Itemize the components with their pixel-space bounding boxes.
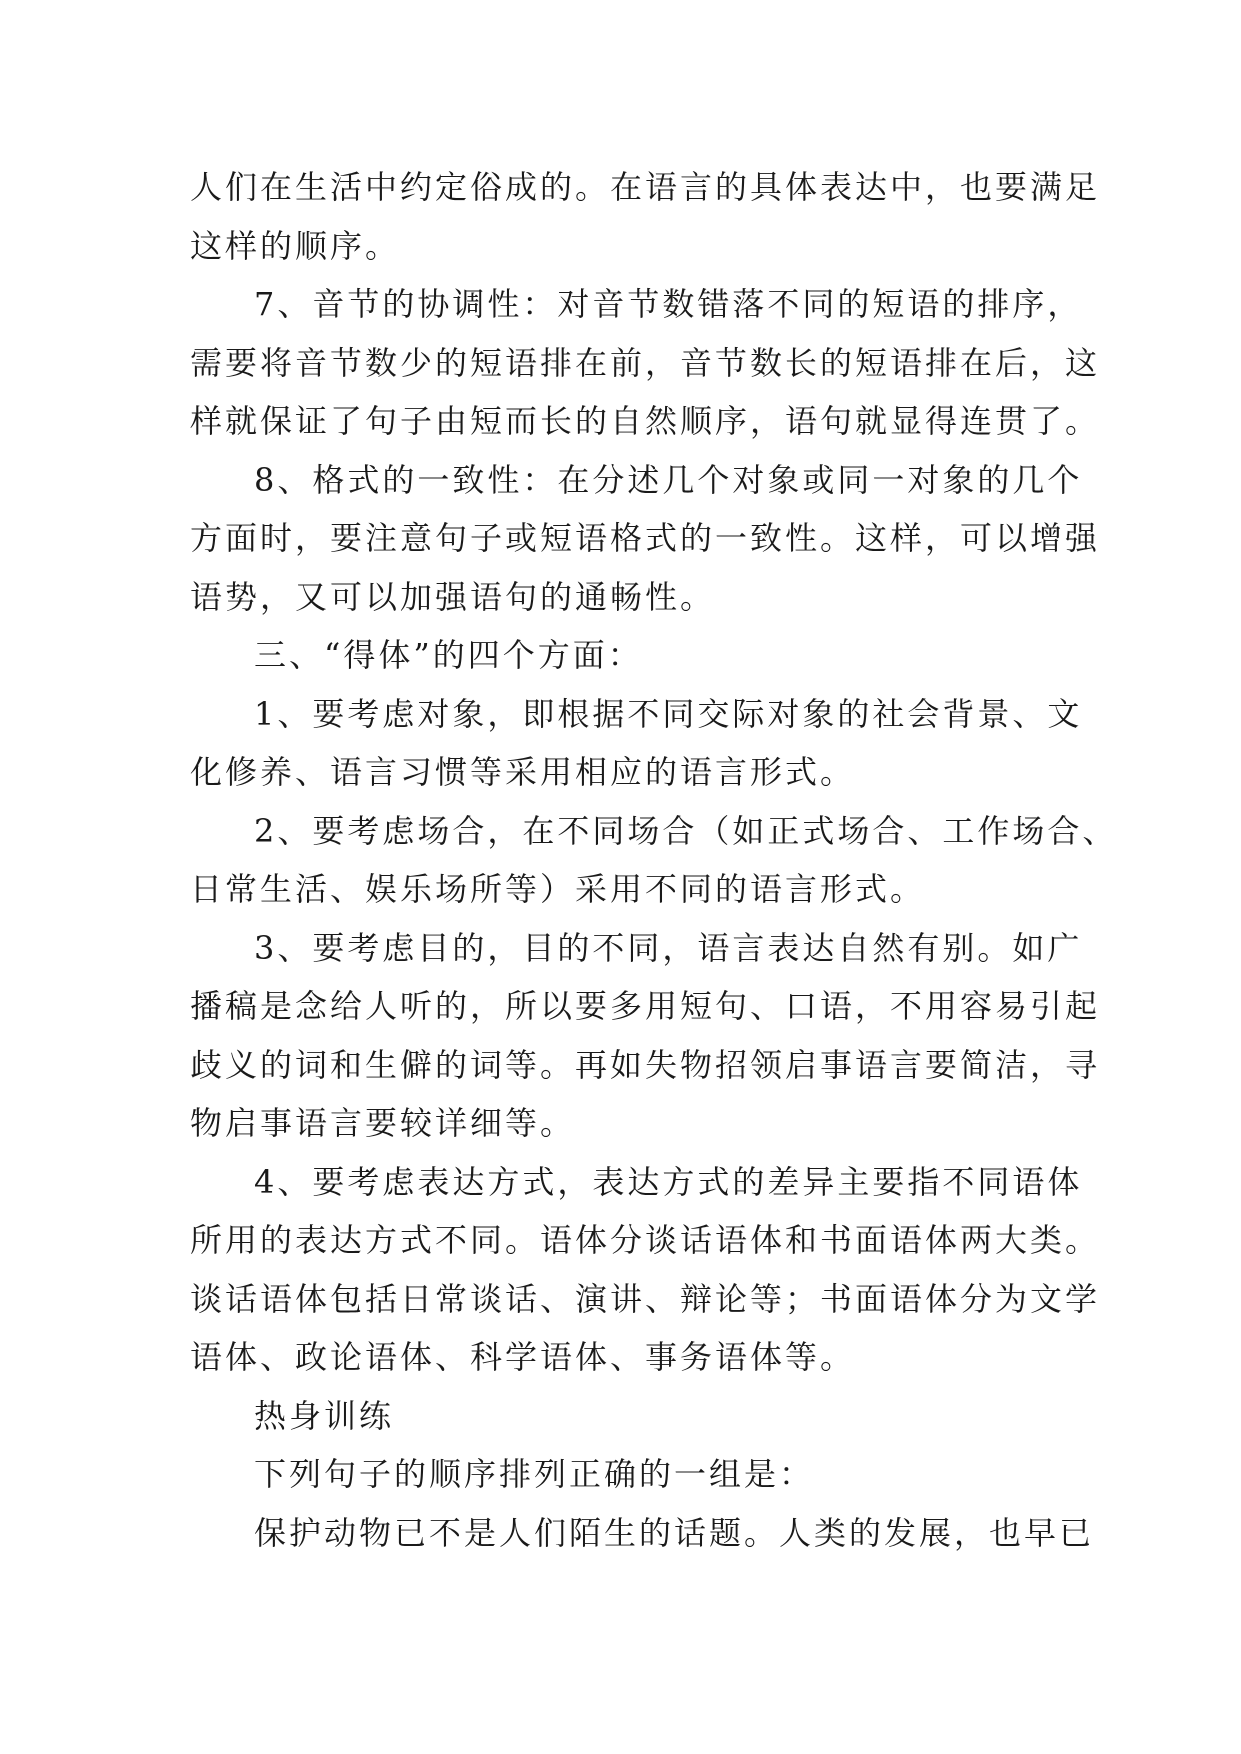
text-line: 日常生活、娱乐场所等）采用不同的语言形式。: [190, 870, 926, 908]
text-line: 3、要考虑目的，目的不同，语言表达自然有别。如广: [254, 928, 1083, 967]
text-line: 物启事语言要较详细等。: [190, 1104, 576, 1142]
text-line: 2、要考虑场合，在不同场合（如正式场合、工作场合、: [254, 811, 1118, 850]
text-line: 语体、政论语体、科学语体、事务语体等。: [190, 1338, 856, 1376]
text-line: 谈话语体包括日常谈话、演讲、辩论等；书面语体分为文学: [190, 1279, 1101, 1318]
text-line: 化修养、语言习惯等采用相应的语言形式。: [190, 753, 856, 791]
text-line: 语势，又可以加强语句的通畅性。: [190, 577, 716, 616]
text-line: 歧义的词和生僻的词等。再如失物招领启事语言要简洁，寻: [190, 1045, 1101, 1084]
text-line: 7、音节的协调性：对音节数错落不同的短语的排序，: [254, 285, 1083, 323]
document-body: [190, 158, 1118, 1562]
text-line: 4、要考虑表达方式，表达方式的差异主要指不同语体: [254, 1162, 1083, 1201]
text-line: 播稿是念给人听的，所以要多用短句、口语，不用容易引起: [190, 987, 1101, 1025]
text-line: 8、格式的一致性：在分述几个对象或同一对象的几个: [254, 460, 1083, 499]
text-line: 方面时，要注意句子或短语格式的一致性。这样，可以增强: [190, 519, 1101, 557]
text-line: 所用的表达方式不同。语体分谈话语体和书面语体两大类。: [190, 1221, 1101, 1259]
text-line: 样就保证了句子由短而长的自然顺序，语句就显得连贯了。: [190, 402, 1101, 440]
text-line: 1、要考虑对象，即根据不同交际对象的社会背景、文: [254, 694, 1083, 733]
text-line: 下列句子的顺序排列正确的一组是：: [254, 1455, 815, 1493]
text-line: 需要将音节数少的短语排在前，音节数长的短语排在后，这: [190, 343, 1101, 382]
text-line: 保护动物已不是人们陌生的话题。人类的发展，也早已: [254, 1513, 1095, 1552]
text-line: 这样的顺序。: [190, 226, 401, 265]
section-heading: 热身训练: [254, 1396, 395, 1435]
text-line: 人们在生活中约定俗成的。在语言的具体表达中，也要满足: [190, 168, 1101, 206]
section-heading: 三、“得体”的四个方面：: [254, 636, 643, 674]
